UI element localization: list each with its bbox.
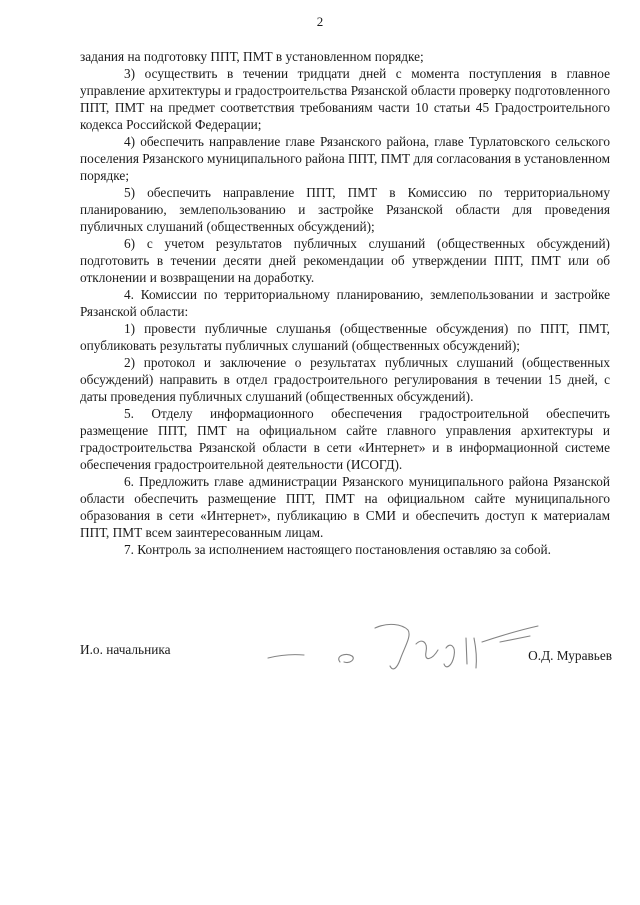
document-paragraph: 4. Комиссии по территориальному планированию, землепользовании и застройке Рязанской области: [80, 287, 610, 319]
signer-position: И.о. начальника [80, 642, 171, 657]
document-paragraph: задания на подготовку ППТ, ПМТ в установленном порядке; [80, 49, 424, 64]
signer-name: О.Д. Муравьев [528, 648, 612, 663]
document-paragraph: 4) обеспечить направление главе Рязанского района, главе Турлатовского сельского поселения Рязанского муниципального района ППТ, ПМТ для согласования в установленном порядке; [80, 134, 610, 183]
document-paragraph: 5. Отделу информационного обеспечения градостроительной обеспечить размещение ППТ, ПМТ на официальном сайте главного управления архитектуры и градостроительства Рязанской области в сети «Интернет» и в информационной системе обеспечения градостроительной деятельности (ИСОГД). [80, 406, 610, 472]
document-paragraph: 2) протокол и заключение о результатах публичных слушаний (общественных обсуждений) направить в отдел градостроительного регулирования в течении 15 дней, с даты проведения публичных слушаний (общественных обсуждений). [80, 355, 610, 404]
handwritten-signature [220, 608, 550, 678]
document-paragraph: 6. Предложить главе администрации Рязанского муниципального района Рязанской области обеспечить размещение ППТ, ПМТ на официальном сайте муниципального образования в сети «Интернет», публикацию в СМИ и обеспечить доступ к материалам ППТ, ПМТ всем заинтересованным лицам. [80, 474, 610, 540]
document-paragraph: 5) обеспечить направление ППТ, ПМТ в Комиссию по территориальному планированию, землепользованию и застройке Рязанской области для проведения публичных слушаний (общественных обсуждений); [80, 185, 610, 234]
page-number: 2 [316, 14, 324, 29]
document-paragraph: 7. Контроль за исполнением настоящего постановления оставляю за собой. [124, 542, 551, 557]
document-body [80, 48, 610, 558]
document-paragraph: 3) осуществить в течении тридцати дней с момента поступления в главное управление архитектуры и градостроительства Рязанской области проверку подготовленного ППТ, ПМТ на предмет соответствия требованиям части 10 статьи 45 Градостроительного кодекса Российской Федерации; [80, 66, 610, 132]
signature-block [80, 630, 612, 680]
document-paragraph: 1) провести публичные слушанья (общественные обсуждения) по ППТ, ПМТ, опубликовать результаты публичных слушаний (общественных обсуждений); [80, 321, 610, 353]
document-paragraph: 6) с учетом результатов публичных слушаний (общественных обсуждений) подготовить в течении десяти дней рекомендации об утверждении ППТ, ПМТ или об отклонении и возвращении на доработку. [80, 236, 610, 285]
